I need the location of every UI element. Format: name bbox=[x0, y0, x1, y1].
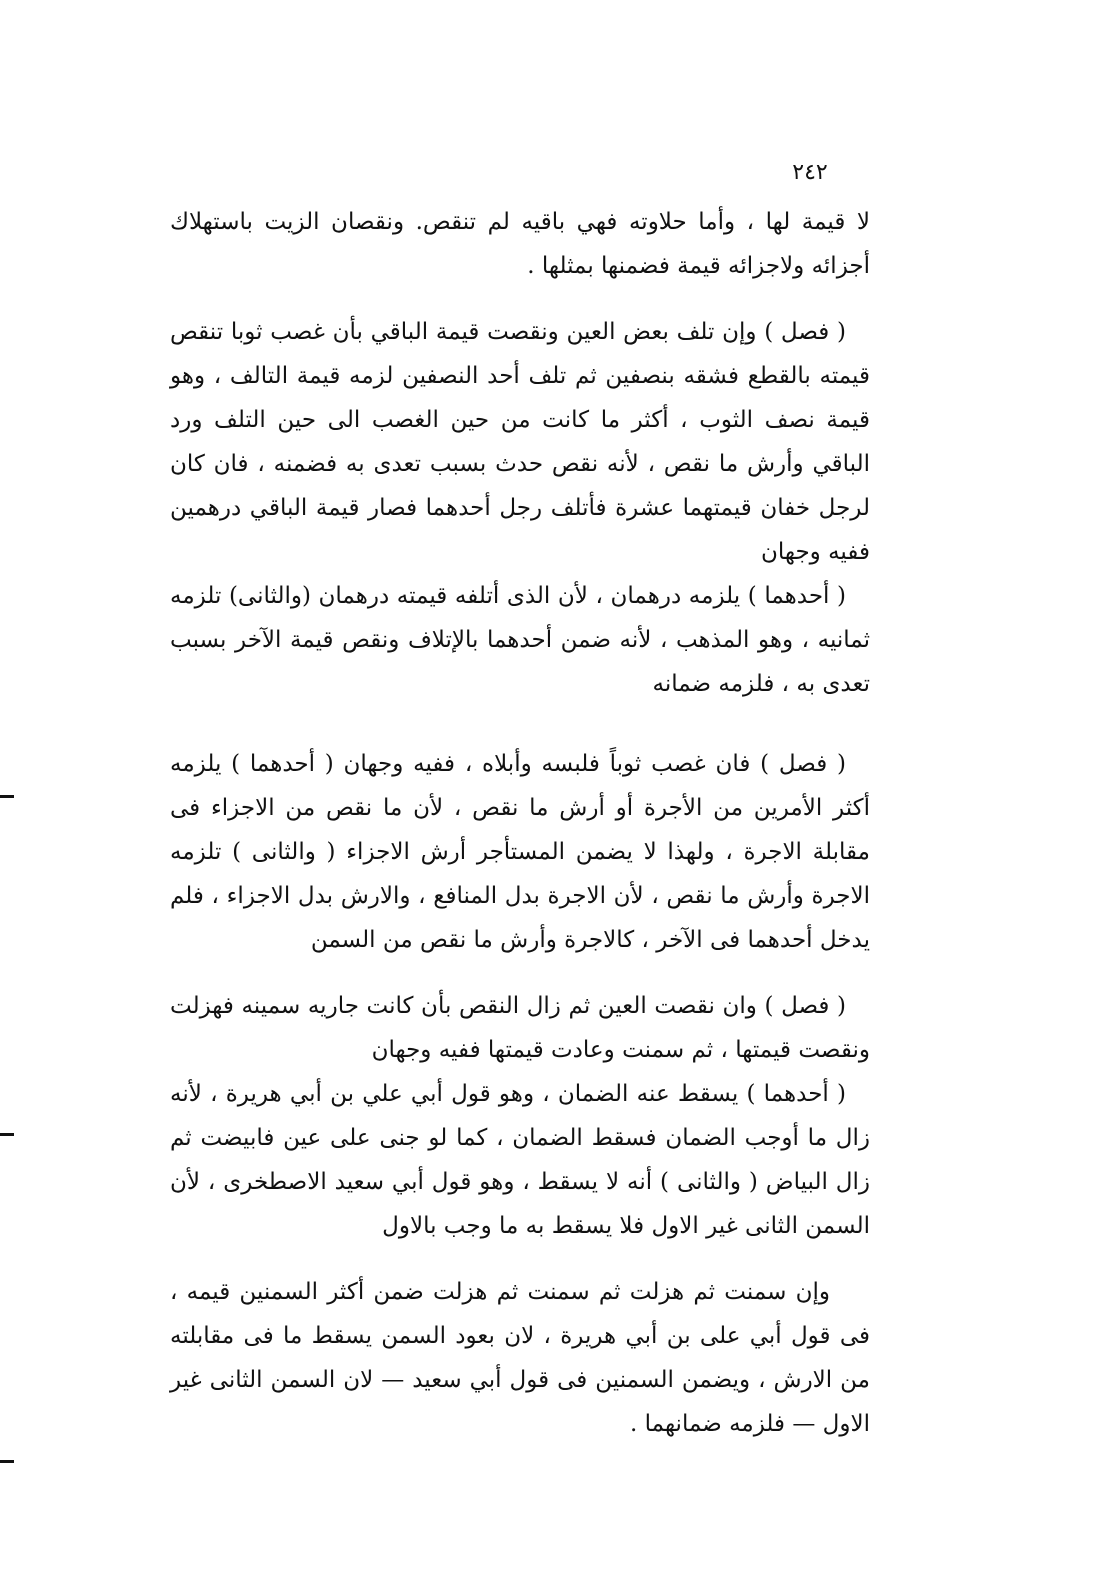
paragraph-2: ( فصل ) وإن تلف بعض العين ونقصت قيمة الباقي بأن غصب ثوبا تنقص قيمته بالقطع فشقه بنصفين ثم تلف أحد النصفين لزمه قيمة التالف ، وهو قيمة نصف الثوب ، أكثر ما كانت من حين الغصب الى حين التلف ورد الباقي وأرش ما نقص ، لأنه نقص حدث بسبب تعدى به فضمنه ، فان كان لرجل خفان قيمتهما عشرة فأتلف رجل أحدهما فصار قيمة الباقي درهمين ففيه وجهان bbox=[170, 319, 870, 565]
paragraph-3: ( أحدهما ) يلزمه درهمان ، لأن الذى أتلفه قيمته درهمان (والثانى) تلزمه ثمانيه ، وهو المذهب ، لأنه ضمن أحدهما بالإتلاف ونقص قيمة الآخر بسبب تعدى به ، فلزمه ضمانه bbox=[170, 583, 870, 697]
paragraph-1: لا قيمة لها ، وأما حلاوته فهي باقيه لم تنقص. ونقصان الزيت باستهلاك أجزائه ولاجزائه قيمة فضمنها بمثلها . bbox=[170, 209, 870, 279]
paragraph-4: ( فصل ) فان غصب ثوباً فلبسه وأبلاه ، ففيه وجهان ( أحدهما ) يلزمه أكثر الأمرين من الأجرة أو أرش ما نقص ، لأن ما نقص من الاجزاء فى مقابلة الاجرة ، ولهذا لا يضمن المستأجر أرش الاجزاء ( والثانى ) تلزمه الاجرة وأرش ما نقص ، لأن الاجرة بدل المنافع ، والارش بدل الاجزاء ، فلم يدخل أحدهما فى الآخر ، كالاجرة وأرش ما نقص من السمن bbox=[170, 751, 870, 953]
edge-mark bbox=[0, 795, 14, 798]
paragraph-5: ( فصل ) وان نقصت العين ثم زال النقص بأن كانت جاريه سمينه فهزلت ونقصت قيمتها ، ثم سمنت وعادت قيمتها ففيه وجهان bbox=[170, 993, 870, 1063]
paragraph-7: وإن سمنت ثم هزلت ثم سمنت ثم هزلت ضمن أكثر السمنين قيمه ، فى قول أبي على بن أبي هريرة ، لان بعود السمن يسقط ما فى مقابلته من الارش ، ويضمن السمنين فى قول أبي سعيد — لان السمن الثانى غير الاول — فلزمه ضمانهما . bbox=[170, 1279, 870, 1437]
page-number: ٢٤٢ bbox=[792, 160, 828, 185]
paragraph-6: ( أحدهما ) يسقط عنه الضمان ، وهو قول أبي علي بن أبي هريرة ، لأنه زال ما أوجب الضمان فسقط الضمان ، كما لو جنى على عين فابيضت ثم زال البياض ( والثانى ) أنه لا يسقط ، وهو قول أبي سعيد الاصطخرى ، لأن السمن الثانى غير الاول فلا يسقط به ما وجب بالاول bbox=[170, 1081, 870, 1239]
edge-mark bbox=[0, 1460, 14, 1463]
edge-mark bbox=[0, 1133, 14, 1136]
text-block bbox=[170, 200, 870, 1446]
